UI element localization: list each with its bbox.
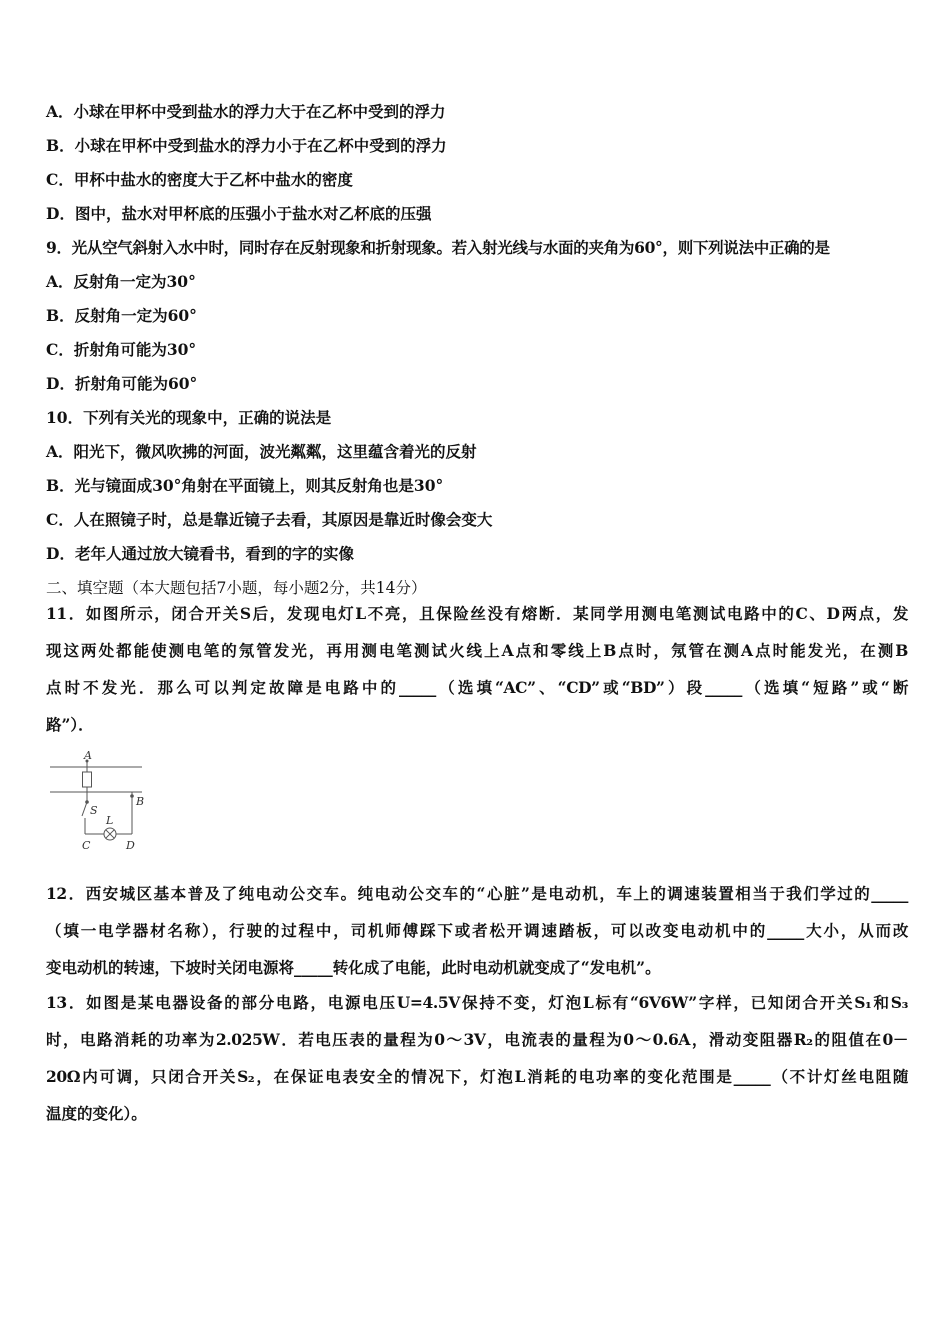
q10-option-a: A．阳光下，微风吹拂的河面，波光粼粼，这里蕴含着光的反射 — [46, 442, 477, 461]
q11-line-4: 路”）． — [46, 715, 94, 734]
q11-circuit-diagram — [46, 750, 156, 855]
q13-line-4: 温度的变化）。 — [46, 1104, 147, 1123]
q9-stem: 9．光从空气斜射入水中时，同时存在反射现象和折射现象。若入射光线与水面的夹角为60°，则下列说法中正确的是 — [46, 238, 830, 257]
q9-option-a: A．反射角一定为30° — [46, 272, 196, 291]
q10-option-b: B．光与镜面成30°角射在平面镜上，则其反射角也是30° — [46, 476, 444, 495]
label-l: L — [106, 814, 114, 827]
q10-option-d: D．老年人通过放大镜看书，看到的字的实像 — [46, 544, 354, 563]
q11-line-1: 11．如图所示，闭合开关S后，发现电灯L不亮，且保险丝没有熔断．某同学用测电笔测试电路中的C、D两点，发 — [46, 604, 908, 623]
q13-line-3: 20Ω内可调，只闭合开关S₂，在保证电表安全的情况下，灯泡L消耗的电功率的变化范围是_____（不计灯丝电阻随 — [46, 1067, 908, 1086]
node-b — [130, 794, 134, 798]
section-2-title: 二、填空题（本大题包括7小题，每小题2分，共14分） — [46, 579, 427, 597]
q8-option-b: B．小球在甲杯中受到盐水的浮力小于在乙杯中受到的浮力 — [46, 136, 447, 155]
q8-option-d: D．图中，盐水对甲杯底的压强小于盐水对乙杯底的压强 — [46, 204, 432, 223]
label-a: A — [84, 750, 92, 762]
label-s: S — [90, 804, 98, 817]
q11-line-2: 现这两处都能使测电笔的氖管发光，再用测电笔测试火线上A点和零线上B点时，氖管在测A点时能发光，在测B — [46, 641, 908, 660]
q10-option-c: C．人在照镜子时，总是靠近镜子去看，其原因是靠近时像会变大 — [46, 510, 493, 529]
q11-line-3: 点时不发光．那么可以判定故障是电路中的_____（选填“AC”、“CD”或“BD”）段_____（选填“短路”或“断 — [46, 678, 908, 697]
fuse-icon — [83, 772, 92, 787]
q10-stem: 10．下列有关光的现象中，正确的说法是 — [46, 408, 332, 427]
q13-line-2: 时，电路消耗的功率为2.025W．若电压表的量程为0～3V，电流表的量程为0～0.6A，滑动变阻器R₂的阻值在0－ — [46, 1030, 908, 1049]
q9-option-c: C．折射角可能为30° — [46, 340, 197, 359]
q9-option-b: B．反射角一定为60° — [46, 306, 197, 325]
q12-line-2: （填一电学器材名称），行驶的过程中，司机师傅踩下或者松开调速踏板，可以改变电动机中的_____大小，从而改 — [46, 921, 908, 940]
q12-line-1: 12．西安城区基本普及了纯电动公交车。纯电动公交车的“心脏”是电动机，车上的调速装置相当于我们学过的_____ — [46, 884, 908, 903]
q13-line-1: 13．如图是某电器设备的部分电路，电源电压U=4.5V保持不变，灯泡L标有“6V6W”字样，已知闭合开关S₁和S₃ — [46, 993, 908, 1012]
label-d: D — [126, 839, 135, 852]
label-b: B — [136, 795, 145, 808]
q8-option-c: C．甲杯中盐水的密度大于乙杯中盐水的密度 — [46, 170, 353, 189]
q12-line-3: 变电动机的转速，下坡时关闭电源将_____转化成了电能，此时电动机就变成了“发电机”。 — [46, 958, 661, 977]
q8-option-a: A．小球在甲杯中受到盐水的浮力大于在乙杯中受到的浮力 — [46, 102, 446, 121]
switch-icon — [82, 802, 87, 816]
q9-option-d: D．折射角可能为60° — [46, 374, 198, 393]
label-c: C — [82, 839, 91, 852]
